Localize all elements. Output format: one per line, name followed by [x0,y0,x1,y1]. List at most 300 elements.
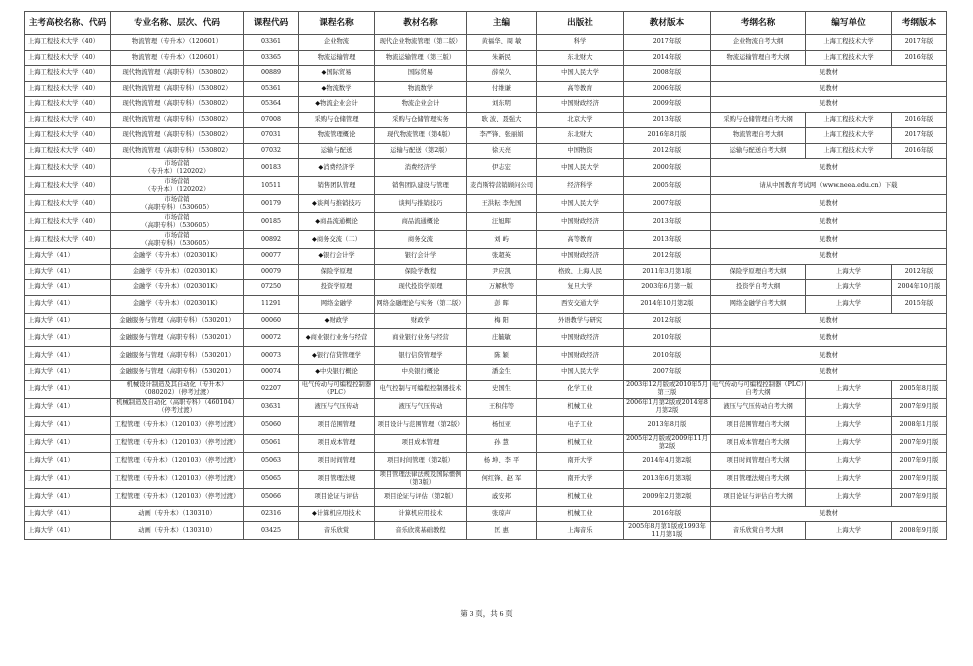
table-row [25,488,947,506]
header-textbook-name: 教材名称 [375,12,467,35]
cell-publisher: 中国人民大学 [537,195,624,213]
cell-outline-merged: 见教材 [711,66,947,82]
table-row [25,66,947,82]
cell-textbook-edition: 2005年8月第1版或1993年11月第1版 [624,522,711,540]
cell-course-name: 物流管理概论 [299,128,375,144]
cell-editor: 汪旭晖 [467,213,537,231]
cell-textbook-name: 商务交流 [375,231,467,249]
cell-major: 金融学（专升本）（020301K） [111,249,244,265]
cell-publisher: 中国人民大学 [537,159,624,177]
cell-course-name: ◆商业银行业务与经营 [299,329,375,347]
table-row [25,470,947,488]
cell-outline-edition: 2012年版 [892,264,947,280]
cell-textbook-name: 项目成本管理 [375,434,467,452]
cell-course-code: 00183 [244,159,299,177]
cell-course-name: 项目管理法规 [299,470,375,488]
cell-outline-merged: 见教材 [711,231,947,249]
cell-course-code: 05063 [244,452,299,470]
cell-school: 上海大学（41） [25,249,111,265]
cell-outline-name: 项目论证与评估自考大纲 [711,488,806,506]
header-school: 主考高校名称、代码 [25,12,111,35]
cell-outline-author: 上海大学 [806,488,892,506]
cell-publisher: 中国财政经济 [537,249,624,265]
cell-publisher: 高等教育 [537,81,624,97]
cell-textbook-edition: 2005年2月版或2009年11月第2版 [624,434,711,452]
cell-course-code: 00892 [244,231,299,249]
cell-editor: 史国生 [467,380,537,398]
cell-publisher: 南开大学 [537,452,624,470]
cell-course-code: 05066 [244,488,299,506]
header-outline-edition: 考纲版本 [892,12,947,35]
cell-course-name: 项目论证与评估 [299,488,375,506]
cell-textbook-edition: 2009年2月第2版 [624,488,711,506]
cell-school: 上海大学（41） [25,470,111,488]
cell-school: 上海大学（41） [25,416,111,434]
cell-course-code: 00073 [244,347,299,365]
cell-course-code: 05065 [244,470,299,488]
cell-course-code: 00072 [244,329,299,347]
cell-major: 金融学（专升本）（020301K） [111,280,244,296]
table-row [25,280,947,296]
table-row [25,434,947,452]
cell-outline-name: 运输与配送自考大纲 [711,143,806,159]
cell-school: 上海工程技术大学（40） [25,231,111,249]
cell-textbook-edition: 2009年版 [624,97,711,113]
cell-outline-edition: 2016年版 [892,50,947,66]
cell-major: 工程管理（专升本）（120103）（停考过渡） [111,434,244,452]
cell-publisher: 上海音乐 [537,522,624,540]
cell-outline-author: 上海大学 [806,280,892,296]
cell-course-name: 运输与配送 [299,143,375,159]
cell-outline-merged: 见教材 [711,365,947,381]
cell-course-name: 保险学原理 [299,264,375,280]
cell-textbook-edition: 2013年版 [624,112,711,128]
cell-school: 上海大学（41） [25,398,111,416]
cell-editor: 付维谦 [467,81,537,97]
cell-textbook-name: 物流运输管理（第三版） [375,50,467,66]
header-textbook-edition: 教材版本 [624,12,711,35]
cell-school: 上海工程技术大学（40） [25,66,111,82]
cell-school: 上海大学（41） [25,264,111,280]
cell-school: 上海大学（41） [25,313,111,329]
cell-course-name: ◆谈判与推销技巧 [299,195,375,213]
cell-textbook-name: 项目论证与评估（第2版） [375,488,467,506]
cell-textbook-edition: 2013年6月第3版 [624,470,711,488]
cell-publisher: 机械工业 [537,398,624,416]
cell-textbook-edition: 2005年版 [624,177,711,195]
cell-editor: 戚安邦 [467,488,537,506]
cell-textbook-edition: 2008年版 [624,66,711,82]
cell-textbook-edition: 2003年12月版或2010年5月第三版 [624,380,711,398]
cell-school: 上海大学（41） [25,329,111,347]
cell-course-code: 00079 [244,264,299,280]
cell-course-code: 10511 [244,177,299,195]
cell-outline-edition: 2008年9月版 [892,522,947,540]
cell-outline-name: 音乐欣赏自考大纲 [711,522,806,540]
cell-textbook-edition: 2013年版 [624,231,711,249]
cell-major: 现代物流管理（高职专科）（530802） [111,112,244,128]
cell-course-name: 电气传动与可编程控制器（PLC） [299,380,375,398]
cell-course-code: 05060 [244,416,299,434]
table-row [25,313,947,329]
cell-outline-name: 项目管理法规自考大纲 [711,470,806,488]
cell-textbook-edition: 2007年版 [624,195,711,213]
table-row [25,365,947,381]
cell-textbook-edition: 2017年版 [624,35,711,51]
cell-editor: 孙 慧 [467,434,537,452]
cell-editor: 刘东明 [467,97,537,113]
cell-publisher: 复旦大学 [537,280,624,296]
cell-course-name: 销售团队管理 [299,177,375,195]
cell-publisher: 化学工业 [537,380,624,398]
table-row [25,35,947,51]
cell-course-name: 项目时间管理 [299,452,375,470]
cell-school: 上海大学（41） [25,365,111,381]
cell-publisher: 南开大学 [537,470,624,488]
cell-textbook-name: 液压与气压传动 [375,398,467,416]
cell-editor: 徐天亮 [467,143,537,159]
cell-course-code: 07008 [244,112,299,128]
table-row [25,506,947,522]
table-row [25,264,947,280]
cell-textbook-name: 商业银行业务与经营 [375,329,467,347]
table-row [25,452,947,470]
cell-textbook-edition: 2006年1月第2版或2014年8月第2版 [624,398,711,416]
textbook-table [24,11,947,540]
cell-textbook-name: 中央银行概论 [375,365,467,381]
cell-textbook-name: 运输与配送（第2版） [375,143,467,159]
cell-course-name: 网络金融学 [299,295,375,313]
cell-textbook-edition: 2016年8月版 [624,128,711,144]
cell-outline-name: 电气传动与可编程控制器（PLC）自考大纲 [712,381,804,396]
cell-course-name: 液压与气压传动 [299,398,375,416]
table-row [25,398,947,416]
cell-outline-merged: 见教材 [711,329,947,347]
cell-school: 上海工程技术大学（40） [25,177,111,195]
cell-editor: 尹应凯 [467,264,537,280]
cell-textbook-name: 消费经济学 [375,159,467,177]
cell-textbook-name: 财政学 [375,313,467,329]
cell-editor: 梅 阳 [467,313,537,329]
cell-outline-edition: 2005年8月版 [892,380,947,398]
table-row [25,213,947,231]
cell-course-name: ◆银行信贷管理学 [299,347,375,365]
cell-publisher: 高等教育 [537,231,624,249]
cell-publisher: 中国财政经济 [537,347,624,365]
cell-outline-edition: 2017年版 [892,35,947,51]
cell-textbook-name: 电气控制与可编程控制器技术 [375,380,467,398]
cell-textbook-name: 银行会计学 [375,249,467,265]
cell-publisher: 科学 [537,35,624,51]
cell-editor: 庄毓敏 [467,329,537,347]
page-footer: 第 3 页，共 6 页 [460,609,513,618]
cell-editor: 匡 惠 [467,522,537,540]
cell-outline-author: 上海工程技术大学 [806,112,892,128]
cell-outline-edition: 2007年9月版 [892,452,947,470]
cell-textbook-edition: 2012年版 [624,313,711,329]
cell-publisher: 东北财大 [537,128,624,144]
cell-course-name: ◆计算机应用技术 [299,506,375,522]
cell-textbook-name: 谈判与推销技巧 [375,195,467,213]
cell-outline-author: 上海大学 [806,522,892,540]
cell-outline-name: 网络金融学自考大纲 [711,295,806,313]
cell-school: 上海工程技术大学（40） [25,128,111,144]
cell-school: 上海大学（41） [25,452,111,470]
cell-major: 现代物流管理（高职专科）（530802） [111,97,244,113]
cell-course-code: 03425 [244,522,299,540]
cell-course-code: 00074 [244,365,299,381]
cell-course-code: 07032 [244,143,299,159]
cell-major: 金融服务与管理（高职专科）（530201） [111,365,244,381]
cell-course-name: ◆商品流通概论 [299,213,375,231]
cell-major: 工程管理（专升本）（120103）（停考过渡） [111,452,244,470]
table-row [25,295,947,313]
cell-outline-name: 保险学原理自考大纲 [711,264,806,280]
cell-publisher: 外语教学与研究 [537,313,624,329]
cell-course-code: 00060 [244,313,299,329]
cell-textbook-edition: 2007年版 [624,365,711,381]
cell-textbook-name: 国际贸易 [375,66,467,82]
cell-course-name: 项目范围管理 [299,416,375,434]
cell-school: 上海大学（41） [25,506,111,522]
cell-textbook-name: 物流数学 [375,81,467,97]
header-course-code: 课程代码 [244,12,299,35]
cell-outline-author: 上海大学 [806,380,892,398]
table-row [25,329,947,347]
cell-outline-author: 上海工程技术大学 [806,128,892,144]
table-row [25,159,947,177]
cell-textbook-edition: 2016年版 [624,506,711,522]
cell-textbook-edition: 2012年版 [624,249,711,265]
cell-course-code: 07031 [244,128,299,144]
cell-textbook-name: 现代投资学原理 [375,280,467,296]
cell-school: 上海工程技术大学（40） [25,112,111,128]
cell-outline-author: 上海大学 [806,295,892,313]
cell-outline-name: 项目范围管理自考大纲 [711,416,806,434]
cell-major: 动画（专升本）（130310） [111,506,244,522]
table-row [25,231,947,249]
cell-outline-name: 投资学自考大纲 [711,280,806,296]
cell-outline-author: 上海大学 [806,416,892,434]
cell-school: 上海大学（41） [25,295,111,313]
cell-textbook-name: 网络金融理论与实务（第二版） [375,295,467,313]
cell-outline-merged: 见教材 [711,159,947,177]
cell-editor: 李严锋、张丽娟 [467,128,537,144]
cell-major: 动画（专升本）（130310） [111,522,244,540]
cell-major: 金融服务与管理（高职专科）（530201） [111,347,244,365]
cell-outline-edition: 2007年9月版 [892,434,947,452]
header-publisher: 出版社 [537,12,624,35]
cell-textbook-edition: 2012年版 [624,143,711,159]
cell-course-name: 音乐欣赏 [299,522,375,540]
cell-major: 现代物流管理（高职专科）（530802） [111,128,244,144]
header-course-name: 课程名称 [299,12,375,35]
cell-editor: 耿 波、聂强大 [467,112,537,128]
cell-outline-name: 物流管理自考大纲 [711,128,806,144]
cell-textbook-name: 项目设计与范围管理（第2版） [375,416,467,434]
cell-major: 市场营销 （高职专科）（530605） [111,195,244,213]
cell-course-name: 采购与仓储管理 [299,112,375,128]
cell-course-name: ◆财政学 [299,313,375,329]
cell-textbook-name: 商品流通概论 [375,213,467,231]
cell-course-name: 投资学原理 [299,280,375,296]
cell-course-name: ◆中央银行概论 [299,365,375,381]
cell-major: 物流管理（专升本）（120601） [111,35,244,51]
cell-course-name: ◆商务交流（二） [299,231,375,249]
cell-textbook-edition: 2014年10月第2版 [624,295,711,313]
cell-major: 现代物流管理（高职专科）（530802） [111,66,244,82]
cell-textbook-name: 计算机应用技术 [375,506,467,522]
cell-outline-merged: 见教材 [711,195,947,213]
cell-course-code: 05364 [244,97,299,113]
cell-outline-name: 企业物流自考大纲 [711,35,806,51]
cell-editor: 朱新民 [467,50,537,66]
cell-editor: 彭 晖 [467,295,537,313]
cell-major: 金融学（专升本）（020301K） [111,295,244,313]
cell-school: 上海工程技术大学（40） [25,143,111,159]
cell-outline-author: 上海大学 [806,470,892,488]
cell-outline-author: 上海大学 [806,434,892,452]
table-row [25,249,947,265]
cell-outline-edition: 2007年9月版 [892,470,947,488]
cell-publisher: 东北财大 [537,50,624,66]
cell-major: 工程管理（专升本）（120103）（停考过渡） [111,488,244,506]
cell-textbook-edition: 2010年版 [624,347,711,365]
cell-publisher: 机械工业 [537,506,624,522]
cell-publisher: 西安交通大学 [537,295,624,313]
cell-major: 金融服务与管理（高职专科）（530201） [111,313,244,329]
cell-outline-merged: 见教材 [711,506,947,522]
cell-textbook-name: 音乐欣赏基础教程 [375,522,467,540]
cell-editor: 麦肖斯特营销顾问公司 [467,177,537,195]
cell-course-name: ◆物流数学 [299,81,375,97]
cell-editor: 杨恒亚 [467,416,537,434]
cell-outline-merged: 见教材 [711,313,947,329]
cell-school: 上海大学（41） [25,380,111,398]
cell-textbook-name: 销售团队建设与管理 [375,177,467,195]
table-row [25,143,947,159]
cell-textbook-edition: 2010年版 [624,329,711,347]
cell-outline-author: 上海大学 [806,452,892,470]
cell-major: 市场营销 （专升本）（120202） [111,159,244,177]
table-row [25,380,947,398]
cell-textbook-edition: 2011年3月第1版 [624,264,711,280]
cell-editor: 何红锋、赵 军 [467,470,537,488]
cell-editor: 王积伟等 [467,398,537,416]
cell-school: 上海大学（41） [25,522,111,540]
cell-editor: 张琼声 [467,506,537,522]
cell-publisher: 中国财政经济 [537,97,624,113]
table-row [25,97,947,113]
cell-editor: 万解秋等 [467,280,537,296]
cell-school: 上海工程技术大学（40） [25,81,111,97]
cell-outline-name: 项目时间管理自考大纲 [711,452,806,470]
table-row [25,177,947,195]
cell-outline-name: 采购与仓储管理自考大纲 [711,112,806,128]
cell-textbook-edition: 2000年版 [624,159,711,177]
header-outline-author: 编写单位 [806,12,892,35]
cell-course-code: 05061 [244,434,299,452]
cell-course-code: 03365 [244,50,299,66]
cell-school: 上海工程技术大学（40） [25,97,111,113]
cell-course-code: 07250 [244,280,299,296]
cell-textbook-edition: 2013年版 [624,213,711,231]
cell-textbook-name: 保险学教程 [375,264,467,280]
cell-textbook-edition: 2014年版 [624,50,711,66]
cell-outline-edition: 2004年10月版 [892,280,947,296]
cell-publisher: 格致、上海人民 [537,264,624,280]
cell-major: 金融服务与管理（高职专科）（530201） [111,329,244,347]
cell-editor: 潘金生 [467,365,537,381]
cell-outline-edition: 2016年版 [892,143,947,159]
cell-outline-author: 上海大学 [806,398,892,416]
cell-major: 市场营销 （专升本）（120202） [111,177,244,195]
cell-course-code: 11291 [244,295,299,313]
table-row [25,128,947,144]
cell-textbook-name: 现代物流管理（第4版） [375,128,467,144]
cell-publisher: 中国财政经济 [537,329,624,347]
cell-publisher: 中国财政经济 [537,213,624,231]
cell-publisher: 中国人民大学 [537,365,624,381]
header-editor: 主编 [467,12,537,35]
cell-outline-merged: 见教材 [711,249,947,265]
cell-outline-edition: 2007年9月版 [892,398,947,416]
cell-textbook-name: 现代企业物流管理（第二版） [375,35,467,51]
cell-outline-merged: 见教材 [711,81,947,97]
table-row [25,416,947,434]
cell-major: 市场营销 （高职专科）（530605） [111,231,244,249]
cell-outline-merged: 见教材 [711,347,947,365]
cell-outline-edition: 2015年版 [892,295,947,313]
cell-textbook-edition: 2003年6月第一版 [624,280,711,296]
cell-outline-edition: 2017年版 [892,128,947,144]
cell-major: 现代物流管理（高职专科）（530802） [111,81,244,97]
cell-textbook-name: 项目管理法律法规及国际惯例（第3版） [375,470,467,488]
cell-editor: 张超英 [467,249,537,265]
cell-publisher: 机械工业 [537,488,624,506]
header-row [25,12,947,35]
table-row [25,81,947,97]
cell-course-code: 02316 [244,506,299,522]
cell-editor: 伊志宏 [467,159,537,177]
cell-textbook-edition: 2006年版 [624,81,711,97]
header-outline-name: 考纲名称 [711,12,806,35]
cell-outline-edition: 2016年版 [892,112,947,128]
cell-editor: 薛荣久 [467,66,537,82]
cell-course-code: 00889 [244,66,299,82]
cell-outline-author: 上海工程技术大学 [806,143,892,159]
cell-major: 市场营销 （高职专科）（530605） [111,213,244,231]
cell-editor: 陈 颖 [467,347,537,365]
cell-publisher: 机械工业 [537,434,624,452]
cell-outline-name: 液压与气压传动自考大纲 [711,398,806,416]
cell-outline-author: 上海工程技术大学 [806,50,892,66]
cell-course-code: 00179 [244,195,299,213]
cell-major: 物流管理（专升本）（120601） [111,50,244,66]
cell-editor: 黄福华、周 敏 [467,35,537,51]
cell-editor: 杨 坤、李 平 [467,452,537,470]
cell-textbook-edition: 2014年4月第2版 [624,452,711,470]
cell-course-code: 05361 [244,81,299,97]
cell-course-code: 03631 [244,398,299,416]
header-major: 专业名称、层次、代码 [111,12,244,35]
cell-outline-merged: 请从中国教育考试网（www.neea.edu.cn）下载 [711,177,947,195]
cell-editor: 刘 屿 [467,231,537,249]
cell-course-name: 项目成本管理 [299,434,375,452]
cell-major: 机械制造及自动化（高职专科）（460104）（停考过渡） [111,398,244,416]
cell-course-name: 企业物流 [299,35,375,51]
cell-outline-merged: 见教材 [711,213,947,231]
